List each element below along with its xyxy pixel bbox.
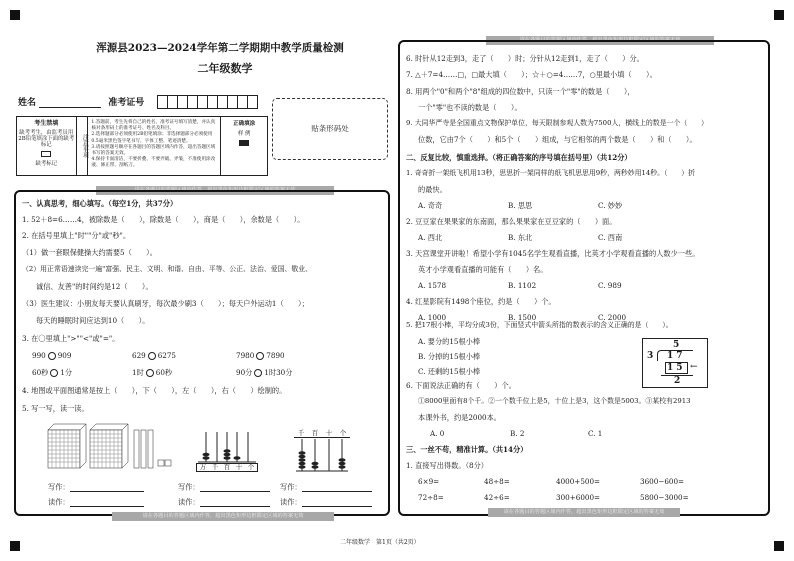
read-row: 读作： [280,497,372,507]
choice-3-option-b[interactable]: B. 1102 [508,281,537,290]
section-3-heading: 三、一丝不苟，精准计算。（共14分） [406,445,528,454]
calc-item: 72÷8= [418,493,444,502]
choice-1a: 1. 奇奇折一架纸飞机用13秒，思思折一架同样的纸飞机思思用9秒，两秒妙用14秒。（ ）折 [406,169,696,177]
absent-mark-box[interactable] [41,151,51,157]
candidate-box-text: 缺考考生，由监考员用2B铅笔填涂下面的缺考标记 [18,129,75,149]
choice-5: 5. 把17根小棒，平均分成3份，下面竖式中箭头所指的数表示的含义正确的是（ ）。 [406,321,673,329]
choice-1b: 的最快。 [418,185,447,194]
calc-item: 300+6000= [556,493,601,502]
choice-6b: 本课外书，约是2000本。 [418,413,501,422]
question-7: 7. △＋7=4……□，□最大填（ ）；☆＋○=4……7，○里最小填（ ）。 [406,70,657,79]
choice-6a: ①8000里面有8个千。②一个数千位上是5，十位上是3，这个数是5003。③某校有2913 [418,397,691,405]
choice-6: 6. 下面说法正确的有（ ）个。 [406,381,516,390]
subject-title: 二年级数学 [197,62,253,75]
counter-rod-image: 千 百 十 个 [294,430,350,474]
compare-circle[interactable] [146,369,154,377]
candidate-box-title: 考生禁填 [34,120,59,127]
read-row: 读作： [178,497,270,507]
compare-circle[interactable] [50,369,58,377]
fill-sample-title: 正确填涂 [233,121,256,127]
compare-circle[interactable] [256,352,264,360]
question-2-3a: （3）医生建议：小朋友每天要认真刷牙，每次最少刷3（ ）；每天户外运动1（ ）； [22,299,309,308]
exam-title: 浑源县2023—2024学年第二学期期中教学质量检测 [96,42,344,54]
section-2-heading: 二、反复比较，慎重选择。（将正确答案的序号填在括号里）（共12分） [406,153,632,162]
corner-mark [774,541,784,551]
compare-circle[interactable] [48,352,56,360]
exam-no-label: 准考证号 [108,98,145,108]
choice-4-option-b[interactable]: B. 1500 [508,313,537,322]
abacus-image: 万 千 百 十 个 [196,430,258,474]
choice-1-option-a[interactable]: A. 奇奇 [418,201,443,210]
choice-2-option-c[interactable]: C. 西南 [598,233,623,242]
name-label: 姓名 [18,98,37,108]
calc-title: 1. 直接写出得数。（8分） [406,461,488,470]
choice-1-option-b[interactable]: B. 思思 [508,201,533,210]
question-6: 6. 时针从12走到3，走了（ ）时；分针从12走到1，走了（ ）分。 [406,54,644,63]
choice-6-option-b[interactable]: B. 2 [510,429,525,438]
answer-line[interactable] [70,482,144,492]
fill-sample [221,117,267,175]
arrow-left-icon: ← [690,362,698,372]
choice-5-option-c[interactable]: C. 还剩的15根小棒 [418,367,481,376]
choice-3-option-c[interactable]: C. 989 [598,281,622,290]
question-3: 3. 在〇里填上">""<"或"="。 [22,334,120,343]
division-divisor: 3 [647,351,654,361]
corner-mark [774,10,784,20]
choice-1-option-c[interactable]: C. 妙妙 [598,201,623,210]
question-8b: 一个"零"也不读的数是（ ）。 [418,103,522,112]
calc-item: 6×9= [418,477,440,486]
answer-line[interactable] [200,497,270,507]
fill-sample-label: 样 例 [237,131,251,138]
answer-line[interactable] [302,482,372,492]
write-row: 写作： [280,482,372,492]
question-4: 4. 地图或平面图通常是按上（ ），下（ ），左（ ），右（ ）绘制的。 [22,386,287,395]
place-value-cubes-image [44,420,174,472]
division-remainder: 2 [674,376,681,386]
exam-no-boxes[interactable] [157,95,257,109]
choice-3a: 3. 天宫课堂开讲啦！希望小学有1045名学生观看直播，比英才小学观看直播的人数少一些。 [406,249,700,258]
choice-2: 2. 豆豆家在果果家的东南面，那么果果家在豆豆家的（ ）面。 [406,217,617,226]
fill-sample-mark [239,140,249,146]
page-footer: 二年级数学 第1页（共2页） [340,539,420,546]
question-2-2b: 诚信、友善"的时间约是12（ ）。 [36,282,153,291]
question-2-3b: 每天的睡眠时间应达到10（ ）。 [36,316,150,325]
question-1: 1. 52＋8=6……4，被除数是（ ），除数是（ ），商是（ ），余数是（ ）。 [22,215,305,224]
answer-line[interactable] [302,497,372,507]
compare-item: 60秒 1分 [32,368,73,377]
compare-item: 629 6275 [132,351,177,360]
warning-bar: 请在各题目的答题区域内作答，超出黑色矩形边框限定区域的答案无效 [486,36,714,45]
question-2: 2. 在括号里填上"时""分"或"秒"。 [22,231,131,240]
division-quotient: 5 [673,340,680,350]
name-field[interactable] [39,98,101,108]
read-row: 读作： [48,497,144,507]
warning-bar: 请在各题目的答题区域内作答，超出黑色矩形边框限定区域的答案无效 [488,508,680,517]
calc-item: 4000+500= [556,477,601,486]
choice-3b: 英才小学观看直播的可能有（ ）名。 [418,265,548,274]
question-9a: 9. 大同华严寺是全国重点文物保护单位，每天限制参观人数为7500人，横线上的数是一个（ ） [406,119,708,127]
choice-2-option-b[interactable]: B. 东北 [508,233,533,242]
division-dividend: 17 [667,351,686,361]
compare-circle[interactable] [148,352,156,360]
corner-mark [10,10,20,20]
candidate-box [17,117,77,175]
choice-6-option-c[interactable]: C. 1 [588,429,603,438]
calc-item: 5800−3000= [640,493,689,502]
section-1-heading: 一、认真思考，细心填写。（每空1分，共37分） [22,199,178,208]
write-row: 写作： [48,482,144,492]
barcode-area [272,98,388,160]
calc-item: 48÷8= [484,477,510,486]
long-division-diagram [642,338,708,388]
answer-line[interactable] [70,497,144,507]
corner-mark [10,541,20,551]
compare-circle[interactable] [254,369,262,377]
division-product: 15 [667,363,686,373]
question-5: 5. 写一写，读一读。 [22,404,89,413]
calc-item: 3600−600= [640,477,685,486]
choice-2-option-a[interactable]: A. 西北 [418,233,443,242]
choice-4-option-a[interactable]: A. 1000 [418,313,447,322]
compare-item: 990 909 [32,351,72,360]
choice-4-option-c[interactable]: C. 2000 [598,313,627,322]
question-2-1: （1）做一套眼保健操大约需要5（ ）。 [22,248,157,257]
warning-bar: 请在各题目的答题区域内作答，超出黑色矩形边框限定区域的答案无效 [96,186,334,195]
barcode-label: 贴条形码处 [311,123,349,133]
notes-label: 注意事项 [77,117,89,175]
calc-item: 42÷6= [484,493,510,502]
choice-5-option-a[interactable]: A. 要分的15根小棒 [418,337,481,346]
notes-box [16,116,268,176]
compare-item: 7980 7890 [236,351,285,360]
question-2-2a: （2）用正常语速读完一遍"富强、民主、文明、和谐、自由、平等、公正、法治、爱国、敬业、 [22,265,313,273]
notes-text: 1.答题前，考生先将自己的姓名、准考证号填写清楚，并认真核对条形码上的准考证号、姓名及科目。 2.选择题部分必须使用2B铅笔填涂；非选择题部分必须使用0.5毫米黑色签字笔书写，字体工整、笔迹清楚。 3.请按照题号顺序在各题目的答题区域内作答，超出答题区域书写的答案无效。 4.保持卡面清洁，不要折叠、不要弄破、弄皱，不准使用涂改液、修正带、刮纸刀。 [88,117,221,175]
choice-3-option-a[interactable]: A. 1578 [418,281,447,290]
question-8a: 8. 用两个"0"和两个"8"组成的四位数中，只读一个"零"的数是（ ）， [406,87,635,96]
question-9b: 位数，它由7个（ ）和5个（ ）组成，与它相邻的两个数是（ ）和（ ）。 [418,135,697,144]
compare-item: 1时 60秒 [132,368,173,377]
choice-6-option-a[interactable]: A. 0 [430,429,445,438]
choice-4: 4. 红星影院有1498个座位，约是（ ）个。 [406,297,556,306]
answer-line[interactable] [200,482,270,492]
choice-5-option-b[interactable]: B. 分掉的15根小棒 [418,352,481,361]
warning-bar: 请在各题目的答题区域内作答，超出黑色矩形边框限定区域的答案无效 [112,512,334,521]
write-row: 写作： [178,482,270,492]
absent-mark-label: 缺考标记 [35,161,58,168]
name-row [18,98,144,108]
compare-item: 90分 1时30分 [236,368,293,377]
